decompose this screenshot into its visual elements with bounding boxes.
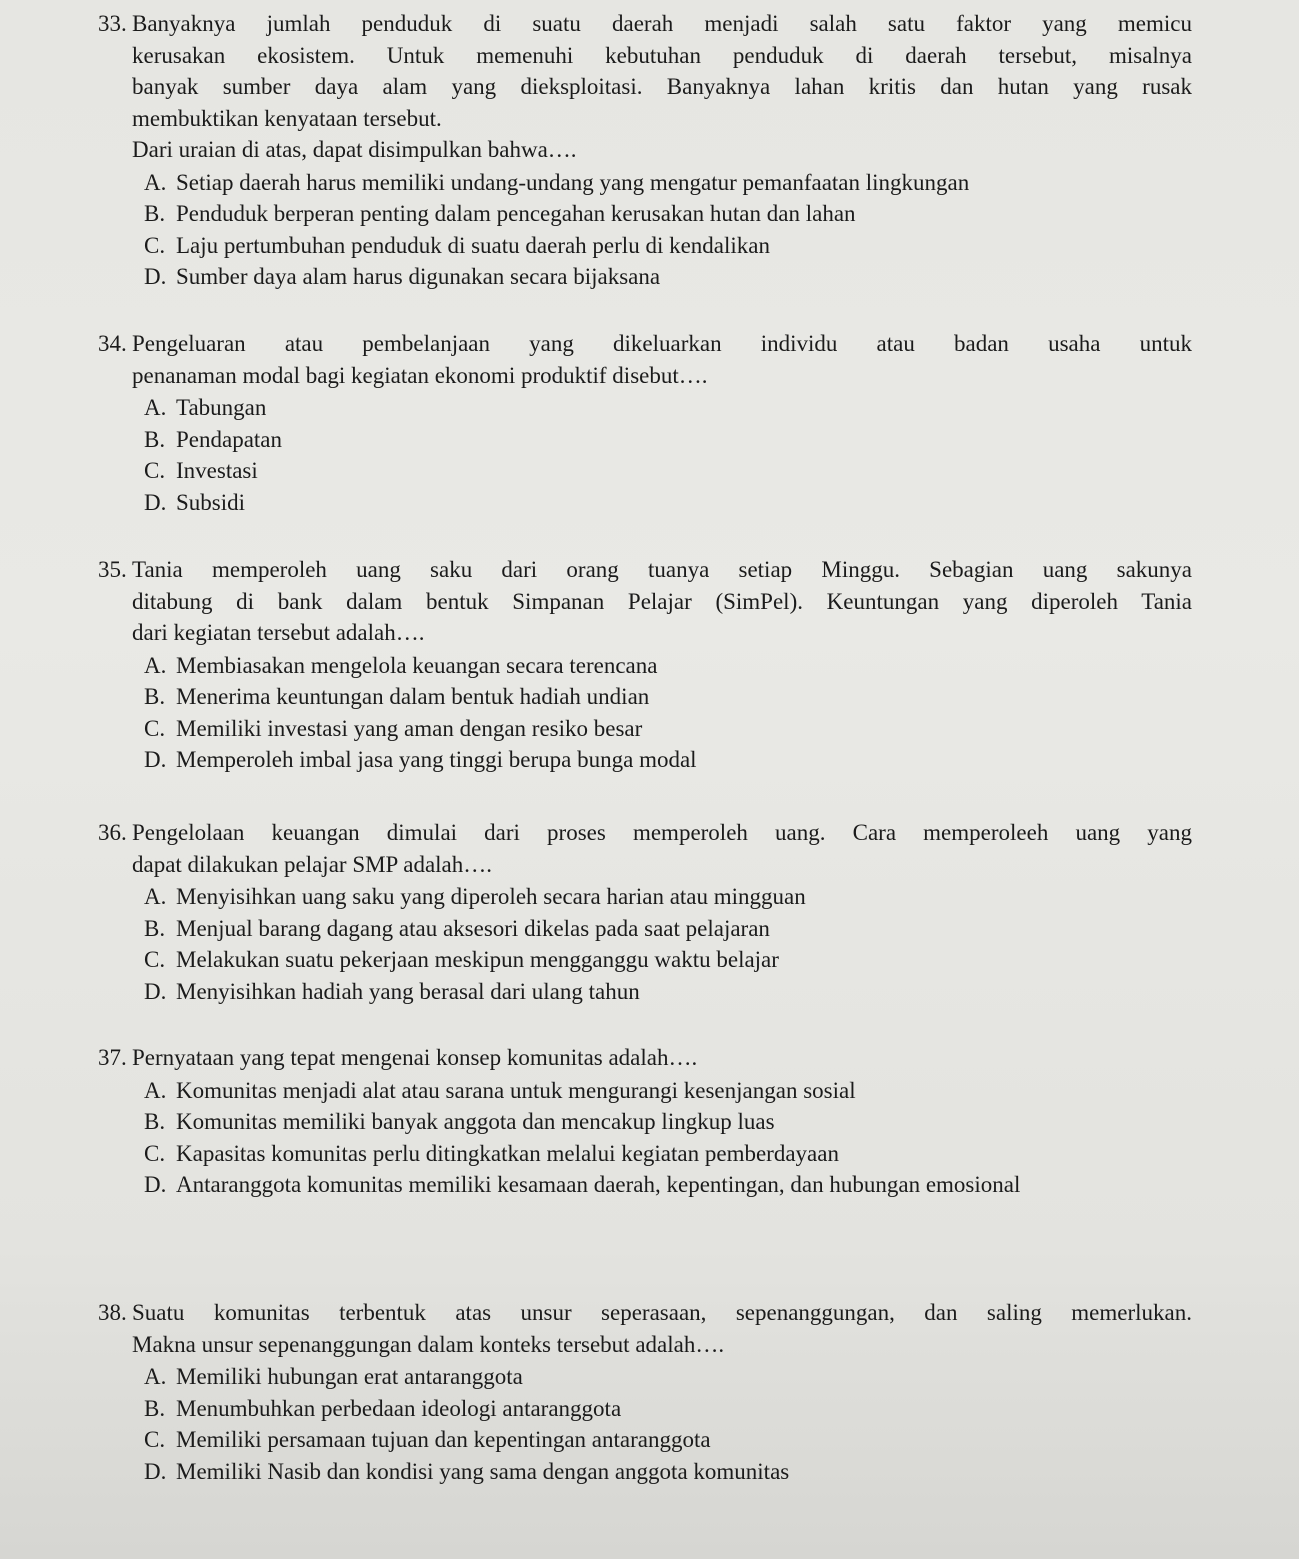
option-b[interactable] <box>132 1393 1192 1425</box>
option-text: Antaranggota komunitas memiliki kesamaan daerah, kepentingan, dan hubungan emosional <box>176 1172 1021 1197</box>
question-35 <box>98 554 1192 776</box>
option-c[interactable] <box>132 1424 1192 1456</box>
question-number: 36. <box>98 820 127 845</box>
options-list <box>132 392 1192 518</box>
option-b[interactable] <box>132 913 1192 945</box>
question-37 <box>98 1042 1192 1201</box>
option-b[interactable] <box>132 424 1192 456</box>
option-letter: C. <box>144 947 166 972</box>
option-text: Komunitas menjadi alat atau sarana untuk mengurangi kesenjangan sosial <box>176 1077 856 1103</box>
option-letter: B. <box>144 915 166 941</box>
options-list <box>132 1075 1192 1201</box>
option-a[interactable] <box>132 881 1192 913</box>
stem-line: kerusakan ekosistem. Untuk memenuhi kebutuhan penduduk di daerah tersebut, misalnya <box>132 42 1192 68</box>
option-d[interactable] <box>132 261 1192 293</box>
option-a[interactable] <box>132 1075 1192 1107</box>
option-text: Subsidi <box>176 489 246 515</box>
stem-line: ditabung di bank dalam bentuk Simpanan Pelajar (SimPel). Keuntungan yang diperoleh Tania <box>132 588 1192 614</box>
option-text: Menjual barang dagang atau aksesori dikelas pada saat pelajaran <box>176 915 770 941</box>
option-b[interactable] <box>132 1106 1192 1138</box>
option-letter: B. <box>144 201 166 226</box>
option-text: Menerima keuntungan dalam bentuk hadiah undian <box>176 684 650 709</box>
option-letter: A. <box>144 884 167 909</box>
option-text: Sumber daya alam harus digunakan secara bijaksana <box>176 264 661 289</box>
option-a[interactable] <box>132 650 1192 682</box>
question-number: 38. <box>98 1300 127 1325</box>
option-d[interactable] <box>132 976 1192 1008</box>
stem-line: penanaman modal bagi kegiatan ekonomi produktif disebut…. <box>132 362 708 388</box>
option-text: Tabungan <box>176 395 267 420</box>
stem-line: banyak sumber daya alam yang dieksploitasi. Banyaknya lahan kritis dan hutan yang rusak <box>132 74 1192 99</box>
stem-line: Pernyataan yang tepat mengenai konsep komunitas adalah…. <box>132 1045 698 1070</box>
question-stem <box>98 8 1192 166</box>
option-text: Memiliki Nasib dan kondisi yang sama dengan anggota komunitas <box>176 1458 790 1484</box>
option-text: Memperoleh imbal jasa yang tinggi berupa bunga modal <box>176 747 697 772</box>
option-letter: B. <box>144 426 166 452</box>
question-stem <box>98 328 1192 391</box>
stem-line: Suatu komunitas terbentuk atas unsur seperasaan, sepenanggungan, dan saling memerlukan. <box>132 1300 1192 1325</box>
option-a[interactable] <box>132 1361 1192 1393</box>
option-text: Membiasakan mengelola keuangan secara terencana <box>176 652 658 678</box>
question-stem <box>98 817 1192 880</box>
option-letter: A. <box>144 1364 167 1389</box>
stem-line: Dari uraian di atas, dapat disimpulkan bahwa…. <box>132 137 577 162</box>
option-a[interactable] <box>132 392 1192 424</box>
options-list <box>132 167 1192 293</box>
options-list <box>132 1361 1192 1487</box>
option-text: Menumbuhkan perbedaan ideologi antaranggota <box>176 1395 622 1421</box>
question-number: 35. <box>98 557 127 582</box>
question-number: 34. <box>98 331 127 356</box>
question-stem <box>98 1297 1192 1360</box>
option-b[interactable] <box>132 198 1192 230</box>
option-text: Penduduk berperan penting dalam pencegahan kerusakan hutan dan lahan <box>176 201 856 226</box>
option-letter: A. <box>144 395 167 420</box>
option-text: Menyisihkan hadiah yang berasal dari ulang tahun <box>176 978 640 1004</box>
option-d[interactable] <box>132 1456 1192 1488</box>
option-letter: C. <box>144 1427 166 1452</box>
option-letter: D. <box>144 489 167 515</box>
option-text: Kapasitas komunitas perlu ditingkatkan melalui kegiatan pemberdayaan <box>176 1140 839 1166</box>
option-letter: A. <box>144 652 167 678</box>
option-letter: D. <box>144 747 167 772</box>
option-c[interactable] <box>132 713 1192 745</box>
option-d[interactable] <box>132 1169 1192 1201</box>
question-38 <box>98 1297 1192 1487</box>
option-d[interactable] <box>132 744 1192 776</box>
stem-line: membuktikan kenyataan tersebut. <box>132 105 442 131</box>
option-text: Melakukan suatu pekerjaan meskipun mengganggu waktu belajar <box>176 947 779 972</box>
option-letter: D. <box>144 1172 167 1197</box>
option-c[interactable] <box>132 944 1192 976</box>
option-text: Memiliki persamaan tujuan dan kepentingan antaranggota <box>176 1427 711 1452</box>
option-letter: B. <box>144 1395 166 1421</box>
question-number: 37. <box>98 1045 127 1070</box>
stem-line: Banyaknya jumlah penduduk di suatu daerah menjadi salah satu faktor yang memicu <box>132 11 1192 36</box>
stem-line: Pengelolaan keuangan dimulai dari proses memperoleh uang. Cara memperoleeh uang yang <box>132 820 1192 845</box>
option-letter: D. <box>144 264 167 289</box>
option-letter: C. <box>144 1140 166 1166</box>
option-letter: D. <box>144 1458 167 1484</box>
question-36 <box>98 817 1192 1007</box>
option-c[interactable] <box>132 230 1192 262</box>
option-d[interactable] <box>132 487 1192 519</box>
stem-line: dari kegiatan tersebut adalah…. <box>132 620 425 645</box>
option-text: Investasi <box>176 458 258 483</box>
options-list <box>132 650 1192 776</box>
option-text: Pendapatan <box>176 426 283 452</box>
options-list <box>132 881 1192 1007</box>
option-text: Memiliki investasi yang aman dengan resiko besar <box>176 715 643 741</box>
option-letter: C. <box>144 458 166 483</box>
option-letter: C. <box>144 715 166 741</box>
question-stem <box>98 554 1192 649</box>
question-34 <box>98 328 1192 518</box>
stem-line: Tania memperoleh uang saku dari orang tuanya setiap Minggu. Sebagian uang sakunya <box>132 557 1192 582</box>
option-letter: A. <box>144 169 167 195</box>
question-number: 33. <box>98 11 127 36</box>
option-letter: B. <box>144 684 166 709</box>
option-letter: C. <box>144 232 166 258</box>
option-a[interactable] <box>132 167 1192 199</box>
option-b[interactable] <box>132 681 1192 713</box>
option-text: Memiliki hubungan erat antaranggota <box>176 1364 523 1389</box>
option-text: Laju pertumbuhan penduduk di suatu daerah perlu di kendalikan <box>176 232 770 258</box>
option-text: Setiap daerah harus memiliki undang-undang yang mengatur pemanfaatan lingkungan <box>176 169 970 195</box>
option-text: Menyisihkan uang saku yang diperoleh secara harian atau mingguan <box>176 884 806 909</box>
option-text: Komunitas memiliki banyak anggota dan mencakup lingkup luas <box>176 1109 775 1134</box>
stem-line: dapat dilakukan pelajar SMP adalah…. <box>132 851 493 877</box>
option-letter: A. <box>144 1077 167 1103</box>
stem-line: Pengeluaran atau pembelanjaan yang dikeluarkan individu atau badan usaha untuk <box>132 331 1192 356</box>
stem-line: Makna unsur sepenanggungan dalam konteks tersebut adalah…. <box>132 1331 725 1357</box>
option-letter: D. <box>144 978 167 1004</box>
question-33 <box>98 8 1192 293</box>
question-stem <box>98 1042 1192 1074</box>
option-letter: B. <box>144 1109 166 1134</box>
option-c[interactable] <box>132 455 1192 487</box>
option-c[interactable] <box>132 1138 1192 1170</box>
